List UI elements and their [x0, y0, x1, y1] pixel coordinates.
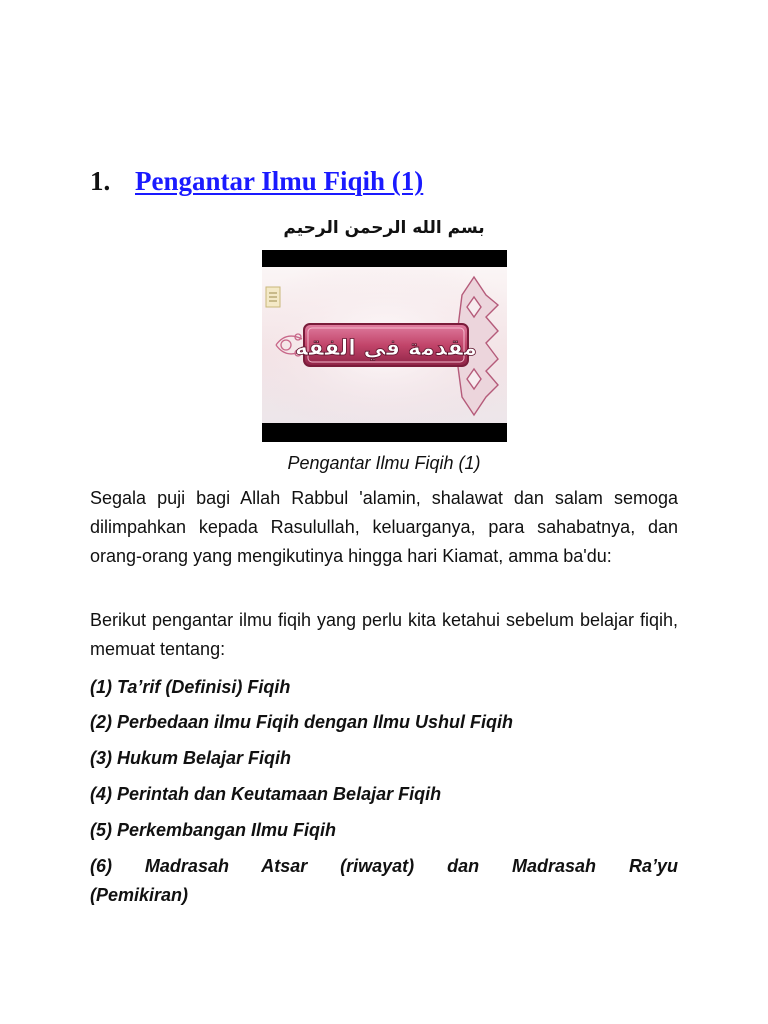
- paragraph-overview: Berikut pengantar ilmu fiqih yang perlu kita ketahui sebelum belajar fiqih, memuat tentang:: [90, 610, 678, 659]
- topic-item-5: (5) Perkembangan Ilmu Fiqih: [90, 820, 337, 840]
- paragraph-intro: Segala puji bagi Allah Rabbul 'alamin, shalawat dan salam semoga dilimpahkan kepada Rasulullah, keluarganya, para sahabatnya, dan orang-orang yang mengikutinya hingga hari Kiamat, amma ba'du:: [90, 488, 678, 566]
- topic-item-4: (4) Perintah dan Keutamaan Belajar Fiqih: [90, 784, 442, 804]
- section-heading: [90, 166, 678, 197]
- topic-item-6: [90, 852, 678, 910]
- basmala-text: بسم الله الرحمن الرحيم: [283, 218, 485, 238]
- topic-item-2: (2) Perbedaan ilmu Fiqih dengan Ilmu Ushul Fiqih: [90, 712, 514, 732]
- topic-item-6-line2: (Pemikiran): [90, 885, 189, 905]
- topic-item-3: (3) Hukum Belajar Fiqih: [90, 748, 292, 768]
- topic-item-6-line1: (6) Madrasah Atsar (riwayat) dan Madrasah Ra’yu: [90, 856, 678, 876]
- arabic-banner-graphic: [262, 267, 507, 423]
- banner-image: [262, 250, 507, 442]
- topic-item-1: (1) Ta’rif (Definisi) Fiqih: [90, 677, 291, 697]
- small-logo-icon: [266, 287, 280, 307]
- section-title-link[interactable]: Pengantar Ilmu Fiqih (1): [135, 166, 424, 196]
- banner-image-content: [262, 267, 507, 423]
- arabic-banner-text: مقدمة في الفقه: [295, 336, 477, 361]
- figure-caption: Pengantar Ilmu Fiqih (1): [287, 453, 481, 473]
- section-number: 1.: [90, 166, 111, 196]
